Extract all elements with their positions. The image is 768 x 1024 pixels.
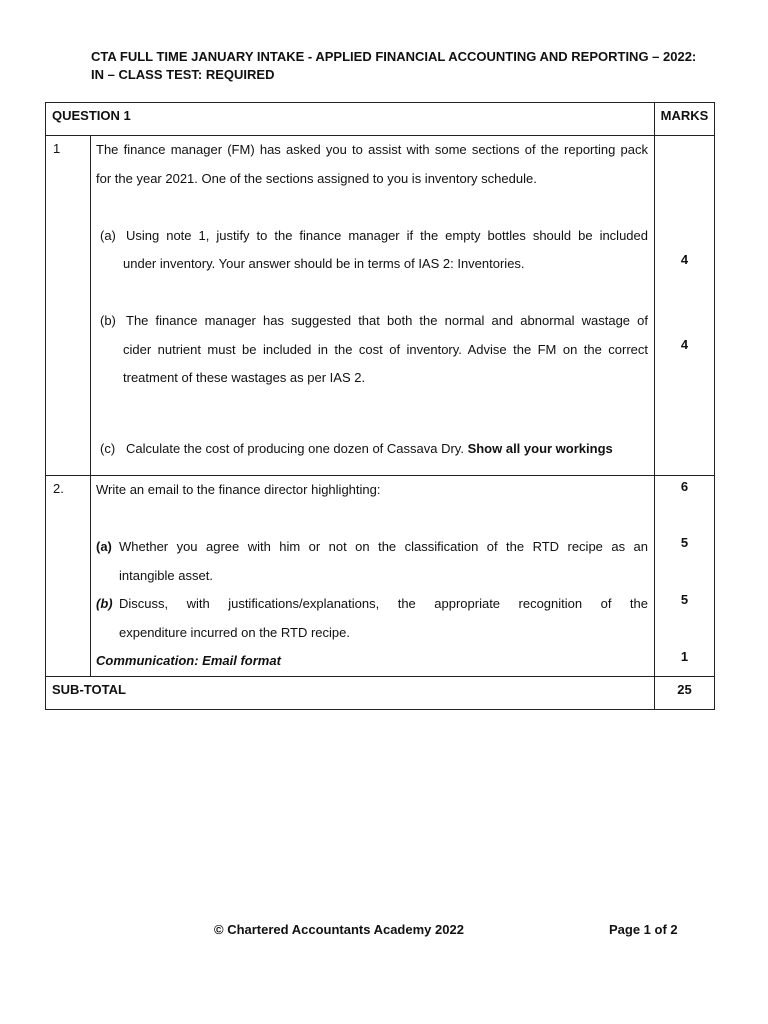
- sub-total-label: SUB-TOTAL: [46, 676, 655, 709]
- question-1-text: [91, 136, 655, 476]
- question-2-number: 2.: [46, 476, 91, 677]
- header-title-line1: CTA FULL TIME JANUARY INTAKE - APPLIED FINANCIAL ACCOUNTING AND REPORTING – 2022:: [91, 49, 697, 64]
- question-table: [45, 102, 715, 710]
- q2-part-a-label: (a): [96, 539, 112, 554]
- q2-communication-marks: 1: [680, 649, 689, 664]
- question-heading: QUESTION 1: [46, 103, 655, 136]
- q1-part-b: [96, 307, 648, 336]
- q2-part-b-label: (b): [96, 596, 113, 611]
- footer-page-number: Page 1 of 2: [609, 922, 678, 937]
- table-header-row: [46, 103, 715, 136]
- q2-part-a-marks: 5: [680, 535, 689, 550]
- question-2-row: [46, 476, 715, 677]
- q1-part-b-line1: The finance manager has suggested that both the normal and abnormal wastage of: [126, 313, 648, 328]
- q1-part-a-line2: under inventory. Your answer should be in terms of IAS 2: Inventories.: [123, 256, 525, 271]
- q2-communication: Communication: Email format: [96, 653, 281, 668]
- q2-part-a-line2: intangible asset.: [119, 567, 213, 583]
- question-1-marks: [655, 136, 715, 494]
- q1-part-c-label: (c): [100, 440, 116, 456]
- q1-part-a-line1: Using note 1, justify to the finance manager if the empty bottles should be included: [126, 227, 648, 243]
- q1-part-a-label: (a): [100, 227, 116, 243]
- q2-part-b: [96, 590, 648, 619]
- q2-intro: Write an email to the finance director highlighting:: [96, 482, 381, 497]
- q2-part-a-line1: Whether you agree with him or not on the classification of the RTD recipe as an: [119, 539, 648, 554]
- q1-intro-line1: The finance manager (FM) has asked you to assist with some sections of the reporting pack: [96, 142, 648, 157]
- document-header: [91, 48, 731, 84]
- q1-part-b-line2: cider nutrient must be included in the cost of inventory. Advise the FM on the correct: [123, 341, 648, 357]
- q1-part-a-marks: 4: [680, 252, 689, 267]
- q2-part-b-line2: expenditure incurred on the RTD recipe.: [119, 624, 350, 640]
- q1-part-a: [96, 222, 648, 251]
- q2-part-b-marks: 5: [680, 592, 689, 607]
- q1-part-c-marks: 6: [680, 479, 689, 494]
- question-2-text: [91, 476, 655, 677]
- footer-copyright: © Chartered Accountants Academy 2022: [214, 922, 464, 937]
- q1-part-b-line3: treatment of these wastages as per IAS 2.: [123, 370, 366, 385]
- q1-intro-line2: for the year 2021. One of the sections assigned to you is inventory schedule.: [96, 170, 537, 186]
- q1-part-c: [96, 440, 648, 458]
- question-1-row: [46, 136, 715, 476]
- sub-total-row: [46, 676, 715, 709]
- q2-part-a: [96, 533, 648, 562]
- q1-part-c-instruction: Show all your workings: [467, 440, 613, 456]
- q1-part-b-marks: 4: [680, 337, 689, 352]
- question-1-number: 1: [46, 136, 91, 476]
- q2-part-b-line1: Discuss, with justifications/explanations, the appropriate recognition of the: [119, 596, 648, 611]
- sub-total-value: 25: [655, 676, 715, 709]
- question-2-marks: [655, 476, 715, 677]
- q1-part-b-label: (b): [100, 313, 116, 328]
- marks-heading: MARKS: [655, 103, 715, 136]
- header-title-line2: IN – CLASS TEST: REQUIRED: [91, 67, 275, 82]
- q1-part-c-text: Calculate the cost of producing one dozen of Cassava Dry.: [126, 440, 468, 456]
